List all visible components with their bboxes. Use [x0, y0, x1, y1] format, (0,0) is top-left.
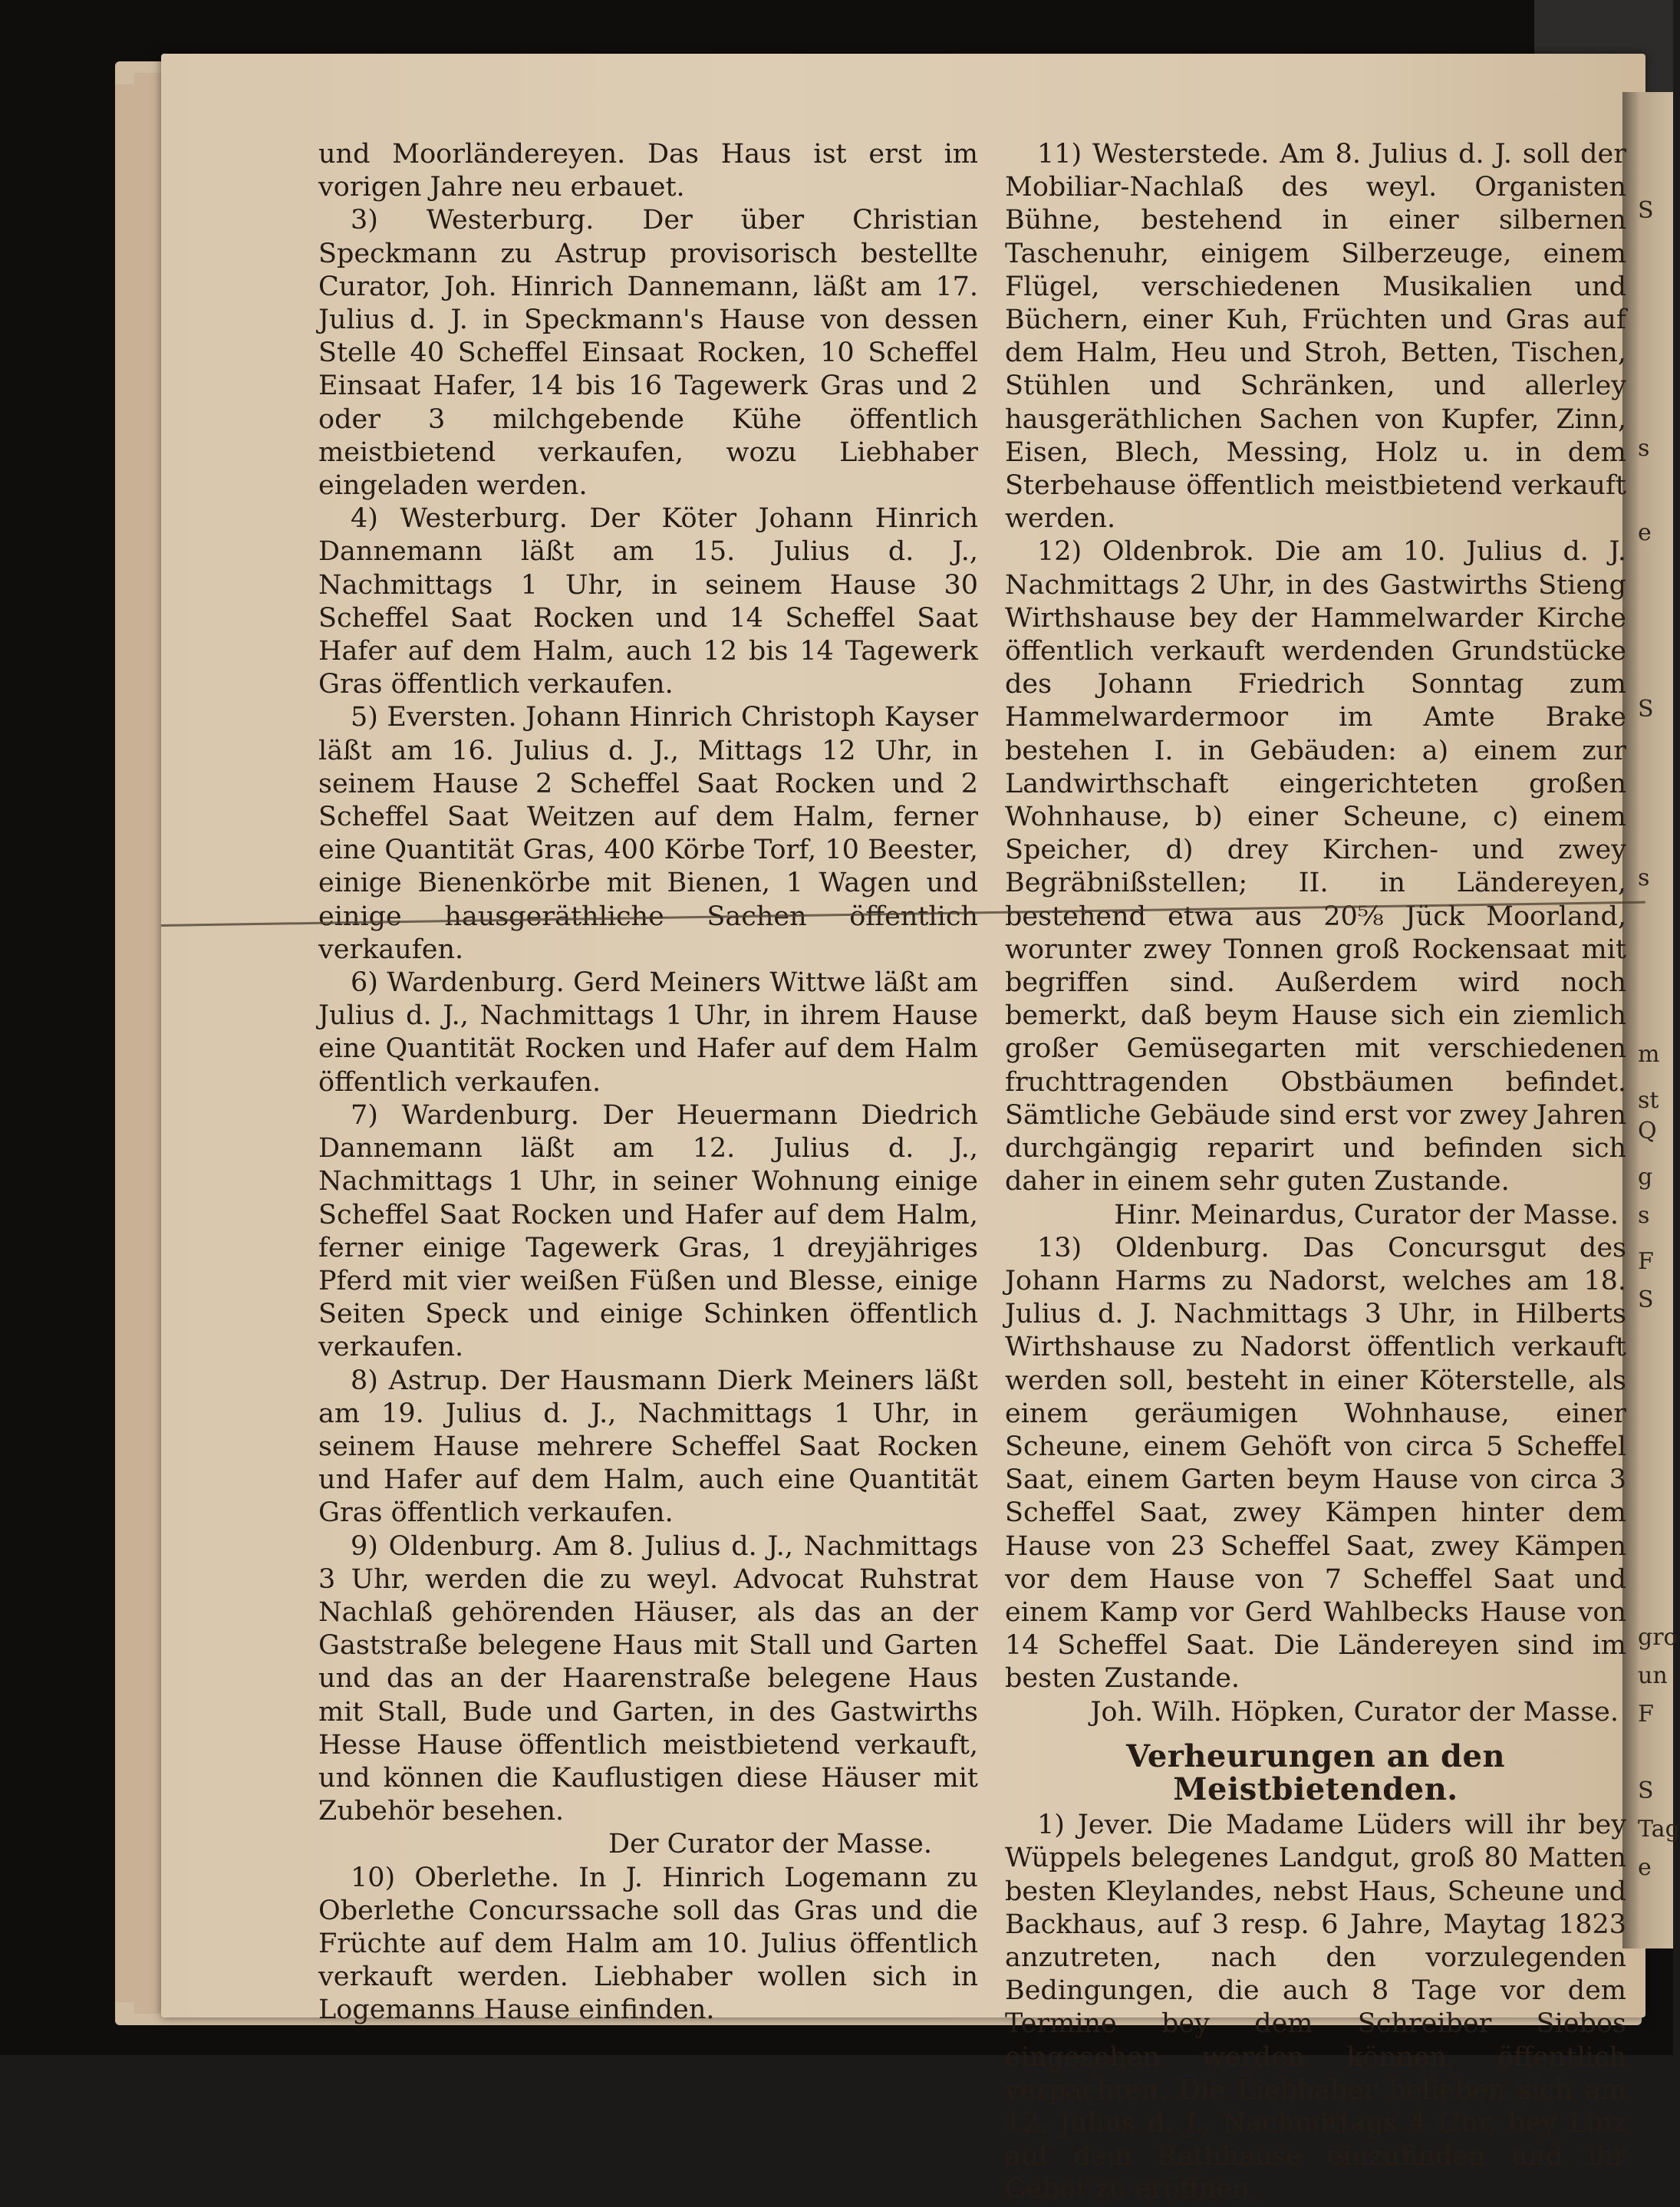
notice-oldenburg-9: 9) Oldenburg. Am 8. Julius d. J., Nachmittags 3 Uhr, werden die zu weyl. Advocat Ruhstrat Nachlaß gehörenden Häuser, als das an der Gaststraße belegene Haus mit Stall und Garten und das an der Haarenstraße belegene Haus mit Stall, Bude und Garten, in des Gastwirths Hesse Hause öffentlich meistbietend verkauft, und können die Kauflustigen diese Häuser mit Zubehör besehen. [318, 1530, 978, 1827]
signature-meinardus: Hinr. Meinardus, Curator der Masse. [1114, 1199, 1619, 1230]
paragraph: und Moorländereyen. Das Haus ist erst im vorigen Jahre neu erbauet. [318, 139, 978, 203]
adjacent-page-fragment: F [1638, 1248, 1654, 1275]
adjacent-page-fragment: s [1638, 1202, 1650, 1229]
adjacent-page-fragment: s [1638, 865, 1650, 891]
adjacent-page-fragment: S [1638, 1777, 1654, 1804]
adjacent-page-fragment: e [1638, 519, 1652, 546]
notice-eversten: 5) Eversten. Johann Hinrich Christoph Kayser läßt am 16. Julius d. J., Mittags 12 Uhr, in seinem Hause 2 Scheffel Saat Rocken und 2 Scheffel Saat Weitzen auf dem Halm, ferner eine Quantität Gras, 400 Körbe Torf, 10 Beester, einige Bienenkörbe mit Bienen, 1 Wagen und einige hausgeräthliche Sachen öffentlich verkaufen. [318, 702, 978, 965]
adjacent-page-fragment: S [1638, 1286, 1654, 1313]
adjacent-page-fragment: g [1638, 1164, 1653, 1191]
adjacent-page-fragment: S [1638, 696, 1654, 723]
notice-jever: 1) Jever. Die Madame Lüders will ihr bey Wüppels belegenes Landgut, groß 80 Matten besten Kleylandes, nebst Haus, Scheune und Backhaus, auf 3 resp. 6 Jahre, Maytag 1823 anzutreten, nach den vorzulegenden Bedingungen, die auch 8 Tage vor dem Termine bey dem Schreiber Siebos eingesehen werden können, öffentlich verpachten. Die Liebhaber belieben sich am 12. Julius d. J., Nachmittags 4 Uhr, bey Linz auf dem Rathhause einzufinden und ihr Gebot zu eröffnen. [1005, 1810, 1626, 2205]
notice-westerburg-4: 4) Westerburg. Der Köter Johann Hinrich Dannemann läßt am 15. Julius d. J., Nachmittags 1 Uhr, in seinem Hause 30 Scheffel Saat Rocken und 14 Scheffel Saat Hafer auf dem Halm, auch 12 bis 14 Tagewerk Gras öffentlich verkaufen. [318, 503, 978, 700]
notice-westerburg-3: 3) Westerburg. Der über Christian Speckmann zu Astrup provisorisch bestellte Curator, Joh. Hinrich Dannemann, läßt am 17. Julius d. J. in Speckmann's Hause von dessen Stelle 40 Scheffel Einsaat Rocken, 10 Scheffel Einsaat Hafer, 14 bis 16 Tagewerk Gras und 2 oder 3 milchgebende Kühe öffentlich meistbietend verkaufen, wozu Liebhaber eingeladen werden. [318, 205, 978, 502]
adjacent-page-fragment: un [1638, 1662, 1668, 1689]
adjacent-page-fragment: e [1638, 1854, 1652, 1881]
signature-hoepken: Joh. Wilh. Höpken, Curator der Masse. [1090, 1696, 1619, 1728]
notice-oberlethe: 10) Oberlethe. In J. Hinrich Logemann zu Oberlethe Concurssache soll das Gras und die Früchte auf dem Halm am 10. Julius öffentlich verkauft werden. Liebhaber wollen sich in Logemanns Hause einfinden. [318, 1862, 978, 2026]
signature-curator: Der Curator der Masse. [608, 1829, 932, 1860]
adjacent-page [1622, 92, 1680, 1948]
adjacent-page-fragment: Q [1638, 1118, 1657, 1145]
section-heading: Verheurungen an den Meistbietenden. [1125, 1738, 1506, 1807]
adjacent-page-fragment: S [1638, 197, 1654, 224]
notice-wardenburg-7: 7) Wardenburg. Der Heuermann Diedrich Dannemann läßt am 12. Julius d. J., Nachmittags 1 Uhr, in seiner Wohnung einige Scheffel Saat Rocken und Hafer auf dem Halm, ferner einige Tagewerk Gras, 1 dreyjähriges Pferd mit vier weißen Füßen und Blesse, einige Seiten Speck und einige Schinken öffentlich verkaufen. [318, 1099, 978, 1363]
adjacent-page-fragment: s [1638, 435, 1650, 462]
adjacent-page-fragment: Tag [1638, 1816, 1680, 1843]
left-column [318, 138, 978, 2027]
notice-oldenburg-13: 13) Oldenburg. Das Concursgut des Johann Harms zu Nadorst, welches am 18. Julius d. J. Nachmittags 3 Uhr, in Hilberts Wirthshause zu Nadorst öffentlich verkauft werden soll, besteht in einer Köterstelle, als einem geräumigen Wohnhause, einer Scheune, einem Gehöft von circa 5 Scheffel Saat, einem Garten beym Hause von circa 3 Scheffel Saat, zwey Kämpen hinter dem Hause von 23 Scheffel Saat, zwey Kämpen vor dem Hause von 7 Scheffel Saat und einem Kamp vor Gerd Wahlbecks Hause von 14 Scheffel Saat. Die Ländereyen sind im besten Zustande. [1005, 1232, 1626, 1695]
notice-wardenburg-6: 6) Wardenburg. Gerd Meiners Wittwe läßt am Julius d. J., Nachmittags 1 Uhr, in ihrem Hause eine Quantität Rocken und Hafer auf dem Halm öffentlich verkaufen. [318, 967, 978, 1098]
notice-westerstede: 11) Westerstede. Am 8. Julius d. J. soll der Mobiliar-Nachlaß des weyl. Organisten Bühne, bestehend in einer silbernen Taschenuhr, einigem Silberzeuge, einem Flügel, verschiedenen Musikalien und Büchern, einer Kuh, Früchten und Gras auf dem Halm, Heu und Stroh, Betten, Tischen, Stühlen und Schränken, und allerley hausgeräthlichen Sachen von Kupfer, Zinn, Eisen, Blech, Messing, Holz u. in dem Sterbehause öffentlich meistbietend verkauft werden. [1005, 139, 1626, 535]
right-column [1005, 138, 1626, 2207]
notice-astrup: 8) Astrup. Der Hausmann Dierk Meiners läßt am 19. Julius d. J., Nachmittags 1 Uhr, in seinem Hause mehrere Scheffel Saat Rocken und Hafer auf dem Halm, auch eine Quantität Gras öffentlich verkaufen. [318, 1365, 978, 1529]
adjacent-page-fragment: st [1638, 1087, 1659, 1114]
adjacent-page-fragment: gro [1638, 1624, 1678, 1651]
notice-oldenbrok: 12) Oldenbrok. Die am 10. Julius d. J. Nachmittags 2 Uhr, in des Gastwirths Stieng Wirthshause bey der Hammelwarder Kirche öffentlich verkauft werdenden Grundstücke des Johann Friedrich Sonntag zum Hammelwardermoor im Amte Brake bestehen I. in Gebäuden: a) einem zur Landwirthschaft eingerichteten großen Wohnhause, b) einer Scheune, c) einem Speicher, d) drey Kirchen- und zwey Begräbnißstellen; II. in Ländereyen, bestehend etwa aus 20⅝ Jück Moorland, worunter zwey Tonnen groß Rockensaat mit begriffen sind. Außerdem wird noch bemerkt, daß beym Hause sich ein ziemlich großer Gemüsegarten mit verschiedenen fruchttragenden Obstbäumen befindet. Sämtliche Gebäude sind erst vor zwey Jahren durchgängig reparirt und befinden sich daher in einem sehr guten Zustande. [1005, 536, 1626, 1197]
adjacent-page-fragment: m [1638, 1041, 1660, 1068]
adjacent-page-fragment: F [1638, 1701, 1654, 1728]
